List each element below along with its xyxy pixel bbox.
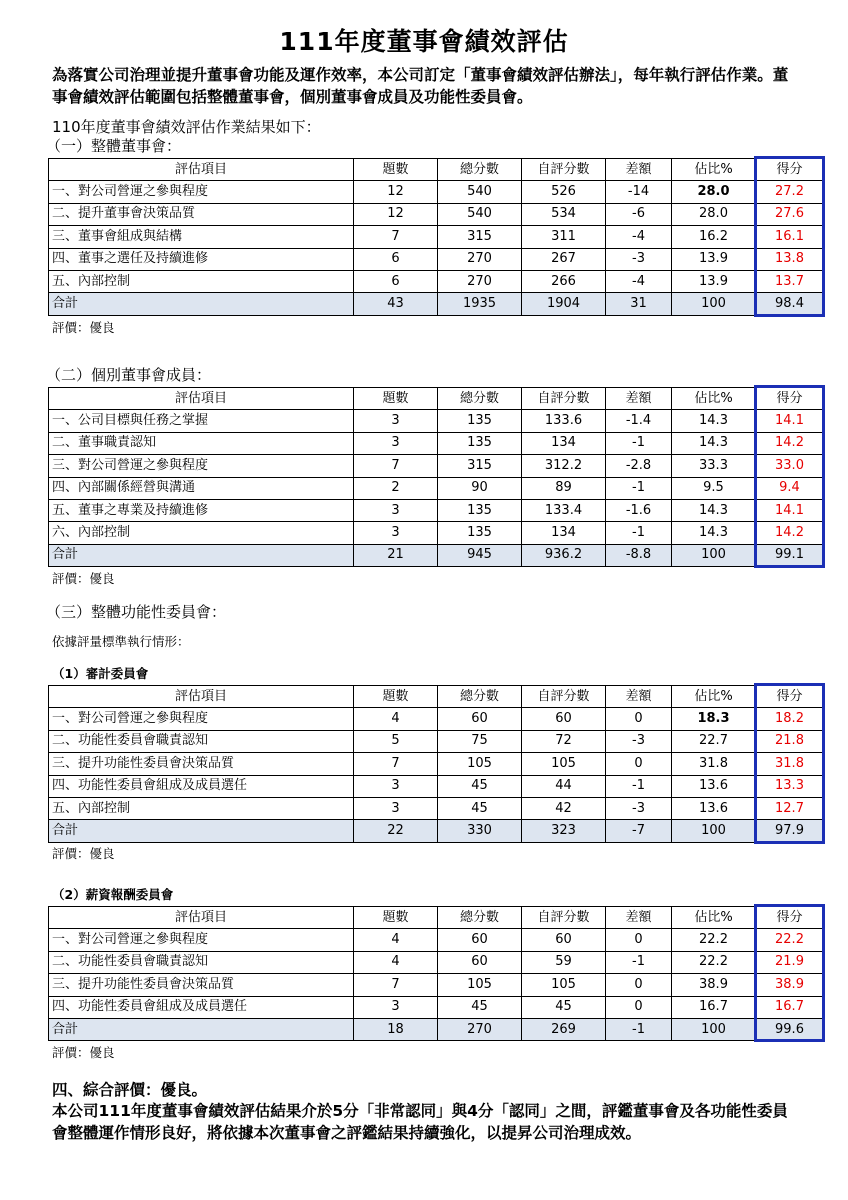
- difference-cell: -7: [606, 820, 672, 842]
- section1-evaluation: 評價：優良: [52, 320, 115, 335]
- count-cell: 題數: [354, 388, 438, 410]
- count-cell: 題數: [354, 159, 438, 181]
- ratio-cell: 38.9: [672, 974, 756, 996]
- total-score-cell: 315: [438, 226, 522, 248]
- total-score-cell: 270: [438, 270, 522, 292]
- total-score-cell: 270: [438, 1018, 522, 1040]
- total-score-cell: 270: [438, 248, 522, 270]
- self-score-cell: 936.2: [522, 544, 606, 566]
- score-cell: 18.2: [756, 708, 824, 730]
- self-score-cell: 134: [522, 522, 606, 544]
- section1-heading: （一）整體董事會：: [46, 137, 182, 155]
- count-cell: 題數: [354, 907, 438, 929]
- conclusion-text: 本公司111年度董事會績效評估結果介於5分「非常認同」與4分「認同」之間，評鑑董事會及各功能性委員會整體運作情形良好，將依據本次董事會之評鑑結果持續強化，以提昇公司治理成效。: [52, 1102, 788, 1142]
- total-score-cell: 總分數: [438, 907, 522, 929]
- compensation-heading: （2）薪資報酬委員會: [52, 887, 174, 902]
- count-cell: 3: [354, 996, 438, 1018]
- table-row: [49, 730, 824, 752]
- count-cell: 3: [354, 432, 438, 454]
- score-cell: 得分: [756, 907, 824, 929]
- item-cell: 合計: [49, 820, 354, 842]
- total-score-cell: 45: [438, 775, 522, 797]
- count-cell: 7: [354, 753, 438, 775]
- total-score-cell: 540: [438, 181, 522, 203]
- count-cell: 7: [354, 974, 438, 996]
- count-cell: 7: [354, 226, 438, 248]
- total-score-cell: 135: [438, 410, 522, 432]
- table-row: [49, 499, 824, 521]
- item-cell: 評估項目: [49, 907, 354, 929]
- difference-cell: -2.8: [606, 455, 672, 477]
- item-cell: 二、提升董事會決策品質: [49, 203, 354, 225]
- item-cell: 一、對公司營運之參與程度: [49, 708, 354, 730]
- table-row: [49, 226, 824, 248]
- difference-cell: -3: [606, 730, 672, 752]
- self-score-cell: 105: [522, 753, 606, 775]
- self-score-cell: 59: [522, 951, 606, 973]
- total-score-cell: 60: [438, 951, 522, 973]
- self-score-cell: 323: [522, 820, 606, 842]
- difference-cell: -3: [606, 797, 672, 819]
- score-cell: 13.7: [756, 270, 824, 292]
- table-total-row: [49, 820, 824, 842]
- self-score-cell: 312.2: [522, 455, 606, 477]
- item-cell: 三、提升功能性委員會決策品質: [49, 974, 354, 996]
- count-cell: 12: [354, 181, 438, 203]
- self-score-cell: 89: [522, 477, 606, 499]
- table-header-row: [49, 686, 824, 708]
- self-score-cell: 269: [522, 1018, 606, 1040]
- count-cell: 18: [354, 1018, 438, 1040]
- difference-cell: 差額: [606, 388, 672, 410]
- difference-cell: 差額: [606, 907, 672, 929]
- ratio-cell: 14.3: [672, 522, 756, 544]
- difference-cell: 0: [606, 708, 672, 730]
- compensation-evaluation: 評價：優良: [52, 1045, 115, 1060]
- total-score-cell: 135: [438, 432, 522, 454]
- score-cell: 9.4: [756, 477, 824, 499]
- score-cell: 22.2: [756, 929, 824, 951]
- ratio-cell: 佔比%: [672, 159, 756, 181]
- table-row: [49, 432, 824, 454]
- total-score-cell: 60: [438, 929, 522, 951]
- difference-cell: 0: [606, 929, 672, 951]
- ratio-cell: 13.6: [672, 797, 756, 819]
- section2-evaluation: 評價：優良: [52, 571, 115, 586]
- ratio-cell: 22.2: [672, 951, 756, 973]
- self-score-cell: 267: [522, 248, 606, 270]
- difference-cell: 差額: [606, 159, 672, 181]
- ratio-cell: 16.2: [672, 226, 756, 248]
- ratio-cell: 14.3: [672, 410, 756, 432]
- self-score-cell: 526: [522, 181, 606, 203]
- table-row: [49, 708, 824, 730]
- difference-cell: 0: [606, 996, 672, 1018]
- score-cell: 得分: [756, 388, 824, 410]
- table-total-row: [49, 1018, 824, 1040]
- table-row: [49, 775, 824, 797]
- total-score-cell: 315: [438, 455, 522, 477]
- item-cell: 四、功能性委員會組成及成員選任: [49, 996, 354, 1018]
- ratio-cell: 14.3: [672, 499, 756, 521]
- ratio-cell: 14.3: [672, 432, 756, 454]
- total-score-cell: 330: [438, 820, 522, 842]
- board-table: [48, 158, 824, 316]
- score-cell: 99.6: [756, 1018, 824, 1040]
- difference-cell: 差額: [606, 686, 672, 708]
- compensation-table: [48, 906, 824, 1041]
- ratio-cell: 13.6: [672, 775, 756, 797]
- table-row: [49, 477, 824, 499]
- count-cell: 3: [354, 775, 438, 797]
- total-score-cell: 1935: [438, 293, 522, 315]
- self-score-cell: 105: [522, 974, 606, 996]
- score-cell: 31.8: [756, 753, 824, 775]
- ratio-cell: 28.0: [672, 203, 756, 225]
- difference-cell: -4: [606, 226, 672, 248]
- item-cell: 四、功能性委員會組成及成員選任: [49, 775, 354, 797]
- self-score-cell: 134: [522, 432, 606, 454]
- item-cell: 合計: [49, 1018, 354, 1040]
- item-cell: 三、對公司營運之參與程度: [49, 455, 354, 477]
- total-score-cell: 45: [438, 797, 522, 819]
- difference-cell: 31: [606, 293, 672, 315]
- item-cell: 一、對公司營運之參與程度: [49, 929, 354, 951]
- total-score-cell: 945: [438, 544, 522, 566]
- self-score-cell: 133.6: [522, 410, 606, 432]
- self-score-cell: 311: [522, 226, 606, 248]
- self-score-cell: 60: [522, 708, 606, 730]
- item-cell: 評估項目: [49, 686, 354, 708]
- score-cell: 21.9: [756, 951, 824, 973]
- self-score-cell: 44: [522, 775, 606, 797]
- table-total-row: [49, 293, 824, 315]
- score-cell: 14.1: [756, 410, 824, 432]
- audit-table: [48, 685, 824, 843]
- ratio-cell: 22.2: [672, 929, 756, 951]
- ratio-cell: 13.9: [672, 270, 756, 292]
- total-score-cell: 總分數: [438, 388, 522, 410]
- count-cell: 12: [354, 203, 438, 225]
- ratio-cell: 100: [672, 1018, 756, 1040]
- total-score-cell: 45: [438, 996, 522, 1018]
- count-cell: 2: [354, 477, 438, 499]
- item-cell: 四、董事之選任及持續進修: [49, 248, 354, 270]
- score-cell: 12.7: [756, 797, 824, 819]
- score-cell: 99.1: [756, 544, 824, 566]
- self-score-cell: 42: [522, 797, 606, 819]
- total-score-cell: 75: [438, 730, 522, 752]
- ratio-cell: 佔比%: [672, 686, 756, 708]
- table-row: [49, 753, 824, 775]
- item-cell: 三、提升功能性委員會決策品質: [49, 753, 354, 775]
- difference-cell: -1: [606, 951, 672, 973]
- difference-cell: -4: [606, 270, 672, 292]
- difference-cell: -3: [606, 248, 672, 270]
- ratio-cell: 9.5: [672, 477, 756, 499]
- score-cell: 21.8: [756, 730, 824, 752]
- total-score-cell: 105: [438, 753, 522, 775]
- self-score-cell: 自評分數: [522, 388, 606, 410]
- difference-cell: -1: [606, 432, 672, 454]
- item-cell: 二、功能性委員會職責認知: [49, 951, 354, 973]
- ratio-cell: 33.3: [672, 455, 756, 477]
- ratio-cell: 28.0: [672, 181, 756, 203]
- table-row: [49, 929, 824, 951]
- table-row: [49, 974, 824, 996]
- total-score-cell: 135: [438, 499, 522, 521]
- section2-heading: （二）個別董事會成員：: [46, 366, 212, 384]
- self-score-cell: 534: [522, 203, 606, 225]
- difference-cell: -1: [606, 522, 672, 544]
- item-cell: 二、功能性委員會職責認知: [49, 730, 354, 752]
- score-cell: 38.9: [756, 974, 824, 996]
- ratio-cell: 100: [672, 544, 756, 566]
- page-title: 111年度董事會績效評估: [279, 27, 569, 56]
- item-cell: 五、內部控制: [49, 797, 354, 819]
- intro-paragraph: 為落實公司治理並提升董事會功能及運作效率，本公司訂定「董事會績效評估辦法」，每年執行評估作業。董事會績效評估範圍包括整體董事會，個別董事會成員及功能性委員會。: [52, 66, 789, 106]
- ratio-cell: 16.7: [672, 996, 756, 1018]
- item-cell: 五、內部控制: [49, 270, 354, 292]
- total-score-cell: 總分數: [438, 159, 522, 181]
- difference-cell: -1: [606, 1018, 672, 1040]
- item-cell: 四、內部關係經營與溝通: [49, 477, 354, 499]
- total-score-cell: 60: [438, 708, 522, 730]
- self-score-cell: 45: [522, 996, 606, 1018]
- item-cell: 合計: [49, 544, 354, 566]
- table-total-row: [49, 544, 824, 566]
- difference-cell: 0: [606, 974, 672, 996]
- count-cell: 5: [354, 730, 438, 752]
- score-cell: 98.4: [756, 293, 824, 315]
- table-row: [49, 455, 824, 477]
- item-cell: 五、董事之專業及持續進修: [49, 499, 354, 521]
- table-row: [49, 181, 824, 203]
- audit-heading: （1）審計委員會: [52, 666, 149, 681]
- table-row: [49, 522, 824, 544]
- score-cell: 14.2: [756, 522, 824, 544]
- count-cell: 4: [354, 951, 438, 973]
- ratio-cell: 佔比%: [672, 388, 756, 410]
- count-cell: 3: [354, 410, 438, 432]
- self-score-cell: 1904: [522, 293, 606, 315]
- self-score-cell: 自評分數: [522, 907, 606, 929]
- self-score-cell: 266: [522, 270, 606, 292]
- score-cell: 得分: [756, 159, 824, 181]
- difference-cell: -1.4: [606, 410, 672, 432]
- self-score-cell: 60: [522, 929, 606, 951]
- table-row: [49, 248, 824, 270]
- score-cell: 27.2: [756, 181, 824, 203]
- score-cell: 14.2: [756, 432, 824, 454]
- difference-cell: -1.6: [606, 499, 672, 521]
- table-row: [49, 996, 824, 1018]
- table-header-row: [49, 907, 824, 929]
- results-lead: 110年度董事會績效評估作業結果如下：: [52, 118, 321, 136]
- self-score-cell: 自評分數: [522, 686, 606, 708]
- table-header-row: [49, 159, 824, 181]
- score-cell: 33.0: [756, 455, 824, 477]
- item-cell: 三、董事會組成與結構: [49, 226, 354, 248]
- score-cell: 16.1: [756, 226, 824, 248]
- table-row: [49, 951, 824, 973]
- score-cell: 13.3: [756, 775, 824, 797]
- table-row: [49, 203, 824, 225]
- item-cell: 一、公司目標與任務之掌握: [49, 410, 354, 432]
- section3-heading: （三）整體功能性委員會：: [46, 603, 227, 621]
- table-header-row: [49, 388, 824, 410]
- item-cell: 評估項目: [49, 159, 354, 181]
- count-cell: 4: [354, 929, 438, 951]
- count-cell: 43: [354, 293, 438, 315]
- difference-cell: -14: [606, 181, 672, 203]
- count-cell: 6: [354, 248, 438, 270]
- item-cell: 合計: [49, 293, 354, 315]
- score-cell: 16.7: [756, 996, 824, 1018]
- difference-cell: 0: [606, 753, 672, 775]
- total-score-cell: 90: [438, 477, 522, 499]
- difference-cell: -8.8: [606, 544, 672, 566]
- count-cell: 6: [354, 270, 438, 292]
- ratio-cell: 100: [672, 293, 756, 315]
- difference-cell: -1: [606, 477, 672, 499]
- total-score-cell: 105: [438, 974, 522, 996]
- count-cell: 3: [354, 797, 438, 819]
- self-score-cell: 133.4: [522, 499, 606, 521]
- score-cell: 得分: [756, 686, 824, 708]
- item-cell: 評估項目: [49, 388, 354, 410]
- conclusion-heading: 四、綜合評價：優良。: [52, 1081, 208, 1099]
- item-cell: 二、董事職責認知: [49, 432, 354, 454]
- ratio-cell: 31.8: [672, 753, 756, 775]
- total-score-cell: 135: [438, 522, 522, 544]
- total-score-cell: 540: [438, 203, 522, 225]
- count-cell: 7: [354, 455, 438, 477]
- count-cell: 3: [354, 522, 438, 544]
- score-cell: 13.8: [756, 248, 824, 270]
- count-cell: 3: [354, 499, 438, 521]
- section3-note: 依據評量標準執行情形：: [52, 634, 190, 649]
- item-cell: 六、內部控制: [49, 522, 354, 544]
- self-score-cell: 自評分數: [522, 159, 606, 181]
- ratio-cell: 18.3: [672, 708, 756, 730]
- count-cell: 21: [354, 544, 438, 566]
- count-cell: 4: [354, 708, 438, 730]
- item-cell: 一、對公司營運之參與程度: [49, 181, 354, 203]
- count-cell: 題數: [354, 686, 438, 708]
- difference-cell: -1: [606, 775, 672, 797]
- table-row: [49, 410, 824, 432]
- ratio-cell: 100: [672, 820, 756, 842]
- ratio-cell: 22.7: [672, 730, 756, 752]
- difference-cell: -6: [606, 203, 672, 225]
- self-score-cell: 72: [522, 730, 606, 752]
- ratio-cell: 佔比%: [672, 907, 756, 929]
- total-score-cell: 總分數: [438, 686, 522, 708]
- ratio-cell: 13.9: [672, 248, 756, 270]
- score-cell: 14.1: [756, 499, 824, 521]
- audit-evaluation: 評價：優良: [52, 846, 115, 861]
- table-row: [49, 797, 824, 819]
- score-cell: 97.9: [756, 820, 824, 842]
- member-table: [48, 387, 824, 567]
- table-row: [49, 270, 824, 292]
- count-cell: 22: [354, 820, 438, 842]
- score-cell: 27.6: [756, 203, 824, 225]
